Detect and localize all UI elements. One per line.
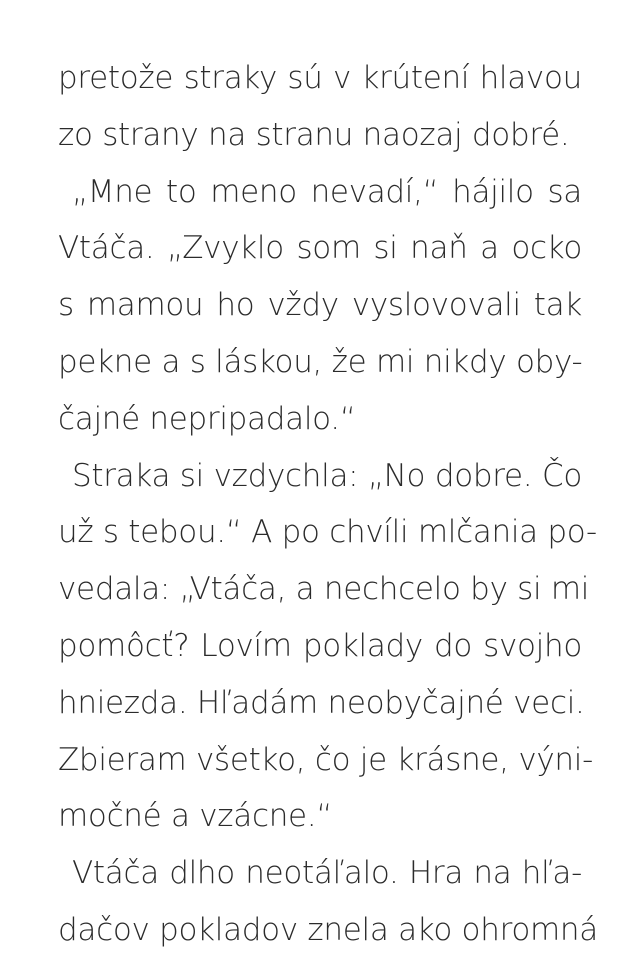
text-line: pretože straky sú v krútení hlavou <box>58 60 582 96</box>
text-line: už s tebou.“ A po chvíli mlčania po- <box>58 514 597 551</box>
text-line: s mamou ho vždy vyslovovali tak <box>58 287 582 324</box>
text-line: Vtáča dlho neotáľalo. Hra na hľa- <box>72 855 582 892</box>
text-line: hniezda. Hľadám neobyčajné veci. <box>58 684 585 721</box>
text-line: pomôcť? Lovím poklady do svojho <box>58 627 582 664</box>
text-line: „Mne to meno nevadí,“ hájilo sa <box>72 173 582 210</box>
text-line: pekne a s láskou, že mi nikdy oby- <box>58 343 583 380</box>
text-line: Vtáča. „Zvyklo som si naň a ocko <box>58 230 582 267</box>
text-line: čajné nepripadalo.“ <box>58 400 356 437</box>
text-line: vedala: „Vtáča, a nechcelo by si mi <box>58 571 590 608</box>
text-line: močné a vzácne.“ <box>58 798 333 835</box>
text-line: dačov pokladov znela ako ohromná <box>58 911 598 948</box>
body-text <box>58 50 598 959</box>
text-line: zo strany na stranu naozaj dobré. <box>58 116 570 153</box>
text-line: Zbieram všetko, čo je krásne, výni- <box>58 741 593 778</box>
text-line: Straka si vzdychla: „No dobre. Čo <box>72 457 582 494</box>
